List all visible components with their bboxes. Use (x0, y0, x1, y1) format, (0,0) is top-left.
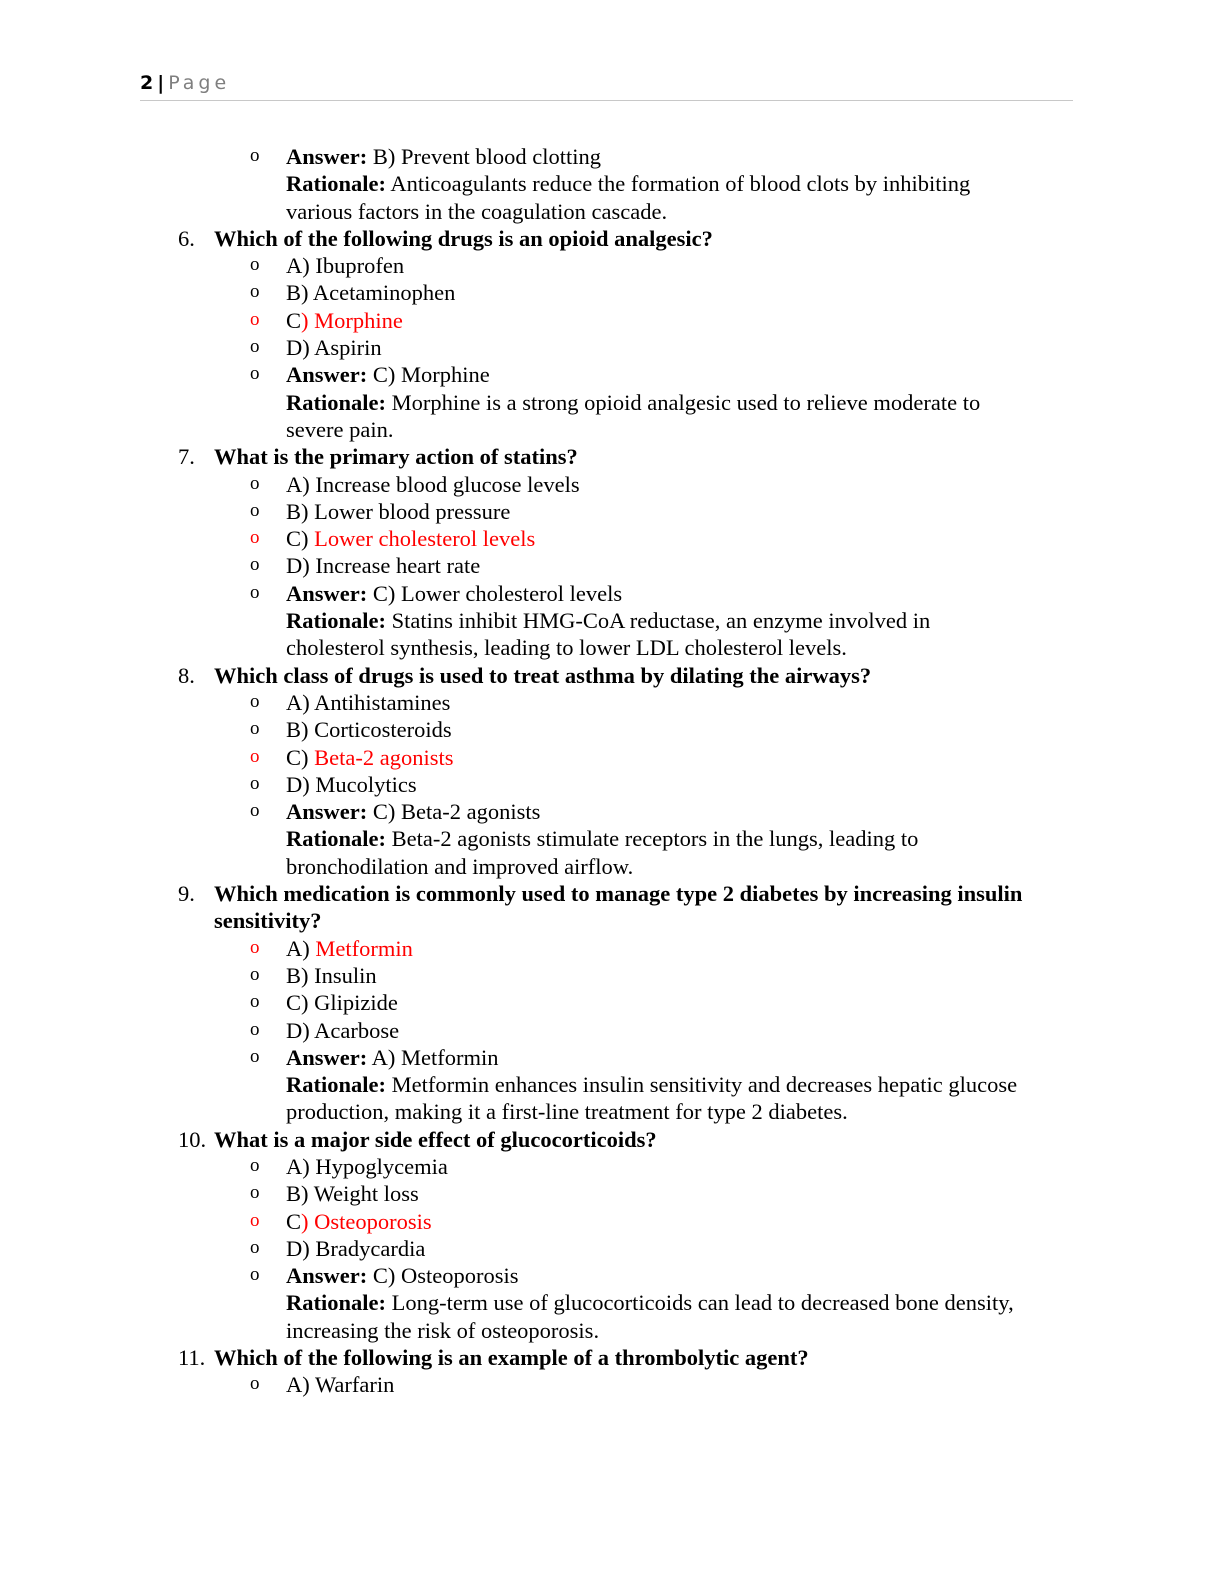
question-heading (0, 443, 1224, 470)
option-letter: A) (286, 471, 310, 497)
option-text: Increase heart rate (309, 553, 481, 579)
bullet: o (250, 936, 260, 958)
question-heading (0, 1126, 1224, 1153)
bullet: o (250, 527, 260, 549)
option-letter: A) (286, 935, 310, 961)
option-item (0, 689, 1224, 716)
bullet: o (250, 308, 260, 330)
question-text: What is a major side effect of glucocorticoids? (214, 1126, 657, 1152)
question-number: 10. (178, 1126, 207, 1152)
answer-line (0, 580, 1224, 607)
answer-line (0, 361, 1224, 388)
answer-line (0, 798, 1224, 825)
rationale-line-2 (0, 416, 1224, 443)
option-letter: C) (286, 990, 309, 1016)
option-text: Mucolytics (309, 771, 417, 797)
rationale-label: Rationale: (286, 1290, 386, 1316)
rationale-line-2 (0, 1317, 1224, 1344)
bullet: o (250, 1236, 260, 1258)
option-letter: A) (286, 1372, 310, 1398)
bullet: o (250, 1018, 260, 1040)
bullet: o (250, 1264, 260, 1286)
option-text: Lower cholesterol levels (308, 526, 536, 552)
page-header (140, 72, 1073, 101)
option-item-correct (0, 1208, 1224, 1235)
bullet: o (250, 554, 260, 576)
bullet: o (250, 1154, 260, 1176)
option-letter: B) (286, 1181, 309, 1207)
question-text: Which class of drugs is used to treat asthma by dilating the airways? (214, 662, 872, 688)
option-item (0, 334, 1224, 361)
option-letter: C) (286, 526, 309, 552)
answer-line (0, 143, 1224, 170)
rationale-label: Rationale: (286, 608, 386, 634)
option-letter: A) (286, 253, 310, 279)
option-item (0, 1180, 1224, 1207)
option-text: Corticosteroids (308, 717, 452, 743)
rationale-text: bronchodilation and improved airflow. (286, 853, 634, 879)
option-letter: B) (286, 280, 309, 306)
option-item (0, 716, 1224, 743)
bullet: o (250, 963, 260, 985)
option-item-correct (0, 307, 1224, 334)
option-letter: A) (286, 1153, 310, 1179)
rationale-label: Rationale: (286, 389, 386, 415)
bullet: o (250, 281, 260, 303)
rationale-line-2 (0, 853, 1224, 880)
rationale-line-2 (0, 1098, 1224, 1125)
page-word: Page (168, 72, 231, 94)
option-item (0, 498, 1224, 525)
question-text: Which of the following drugs is an opioid analgesic? (214, 225, 713, 251)
option-text: Ibuprofen (309, 253, 405, 279)
bullet: o (250, 800, 260, 822)
answer-value: A) Metformin (367, 1044, 499, 1070)
option-letter: D) (286, 553, 310, 579)
rationale-text: increasing the risk of osteoporosis. (286, 1317, 600, 1343)
bullet: o (250, 499, 260, 521)
bullet: o (250, 254, 260, 276)
question-number: 6. (178, 225, 195, 251)
option-letter: C) (286, 744, 309, 770)
option-letter: D) (286, 1017, 310, 1043)
option-item-correct (0, 744, 1224, 771)
rationale-line (0, 170, 1224, 197)
answer-label: Answer: (286, 144, 368, 169)
option-text: Hypoglycemia (309, 1153, 448, 1179)
option-text: Increase blood glucose levels (309, 471, 580, 497)
option-item (0, 471, 1224, 498)
question-number: 7. (178, 444, 195, 470)
rationale-line-2 (0, 198, 1224, 225)
question-number: 11. (178, 1345, 206, 1371)
option-letter: B) (286, 962, 309, 988)
question-heading (0, 880, 1224, 907)
option-text: ) Osteoporosis (301, 1208, 432, 1234)
rationale-text: Long-term use of glucocorticoids can lead to decreased bone density, (386, 1290, 1014, 1316)
rationale-label: Rationale: (286, 1072, 386, 1098)
option-letter: C (286, 307, 302, 333)
document-body (0, 143, 1224, 1399)
rationale-line (0, 607, 1224, 634)
option-text: Acarbose (309, 1017, 400, 1043)
bullet: o (250, 991, 260, 1013)
bullet: o (250, 336, 260, 358)
answer-line (0, 1262, 1224, 1289)
option-letter: D) (286, 335, 310, 361)
option-item-correct (0, 525, 1224, 552)
answer-value: B) Prevent blood clotting (367, 144, 601, 169)
rationale-line-2 (0, 634, 1224, 661)
option-text: Warfarin (309, 1372, 395, 1398)
rationale-label: Rationale: (286, 171, 386, 197)
rationale-text: Beta-2 agonists stimulate receptors in the lungs, leading to (386, 826, 919, 852)
option-text: Acetaminophen (308, 280, 456, 306)
rationale-text: cholesterol synthesis, leading to lower LDL cholesterol levels. (286, 635, 847, 661)
option-letter: D) (286, 1235, 310, 1261)
option-text: Beta-2 agonists (308, 744, 454, 770)
bullet: o (250, 1182, 260, 1204)
question-text: Which medication is commonly used to manage type 2 diabetes by increasing insulin (214, 881, 1023, 907)
rationale-text: various factors in the coagulation cascade. (286, 198, 668, 224)
option-letter: B) (286, 717, 309, 743)
rationale-text: Morphine is a strong opioid analgesic used to relieve moderate to (386, 389, 981, 415)
option-item (0, 1153, 1224, 1180)
rationale-label: Rationale: (286, 826, 386, 852)
bullet: o (250, 1045, 260, 1067)
option-item (0, 1371, 1224, 1398)
option-text: Antihistamines (309, 689, 451, 715)
question-number: 9. (178, 881, 195, 907)
option-text: Bradycardia (309, 1235, 426, 1261)
option-text: Metformin (309, 935, 413, 961)
rationale-text: Anticoagulants reduce the formation of blood clots by inhibiting (386, 171, 971, 197)
option-text: Aspirin (309, 335, 382, 361)
option-text: Lower blood pressure (308, 498, 511, 524)
rationale-line (0, 1071, 1224, 1098)
bullet: o (250, 718, 260, 740)
header-separator: | (157, 72, 165, 94)
rationale-line (0, 825, 1224, 852)
rationale-text: production, making it a first-line treatment for type 2 diabetes. (286, 1099, 848, 1125)
rationale-text: Statins inhibit HMG-CoA reductase, an enzyme involved in (386, 608, 931, 634)
answer-label: Answer: (286, 1044, 368, 1070)
option-text: ) Morphine (301, 307, 403, 333)
rationale-text: severe pain. (286, 416, 394, 442)
answer-value: C) Morphine (367, 362, 490, 388)
answer-value: C) Beta-2 agonists (367, 799, 541, 825)
option-letter: A) (286, 689, 310, 715)
answer-label: Answer: (286, 362, 368, 388)
page-number: 2 (140, 72, 154, 94)
question-heading (0, 225, 1224, 252)
bullet: o (250, 145, 260, 166)
option-text: Glipizide (308, 990, 398, 1016)
bullet: o (250, 472, 260, 494)
question-text: sensitivity? (214, 908, 322, 934)
answer-label: Answer: (286, 580, 368, 606)
answer-label: Answer: (286, 1263, 368, 1289)
question-heading (0, 1344, 1224, 1371)
option-letter: C (286, 1208, 302, 1234)
rationale-text: Metformin enhances insulin sensitivity and decreases hepatic glucose (386, 1072, 1018, 1098)
option-text: Insulin (308, 962, 377, 988)
option-item (0, 252, 1224, 279)
rationale-line (0, 1289, 1224, 1316)
question-number: 8. (178, 662, 195, 688)
question-heading-line-2 (0, 907, 1224, 934)
bullet: o (250, 363, 260, 385)
option-item (0, 771, 1224, 798)
answer-value: C) Osteoporosis (367, 1263, 519, 1289)
question-text: What is the primary action of statins? (214, 444, 578, 470)
option-letter: B) (286, 498, 309, 524)
answer-line (0, 1044, 1224, 1071)
question-text: Which of the following is an example of a thrombolytic agent? (214, 1345, 809, 1371)
option-item (0, 1235, 1224, 1262)
bullet: o (250, 745, 260, 767)
option-letter: D) (286, 771, 310, 797)
answer-value: C) Lower cholesterol levels (367, 580, 623, 606)
option-item (0, 1017, 1224, 1044)
bullet: o (250, 772, 260, 794)
bullet: o (250, 1373, 260, 1395)
question-heading (0, 662, 1224, 689)
option-item (0, 989, 1224, 1016)
answer-label: Answer: (286, 799, 368, 825)
bullet: o (250, 690, 260, 712)
option-item (0, 962, 1224, 989)
option-item (0, 552, 1224, 579)
rationale-line (0, 389, 1224, 416)
option-item (0, 279, 1224, 306)
bullet: o (250, 581, 260, 603)
bullet: o (250, 1209, 260, 1231)
option-text: Weight loss (308, 1181, 419, 1207)
option-item-correct (0, 935, 1224, 962)
